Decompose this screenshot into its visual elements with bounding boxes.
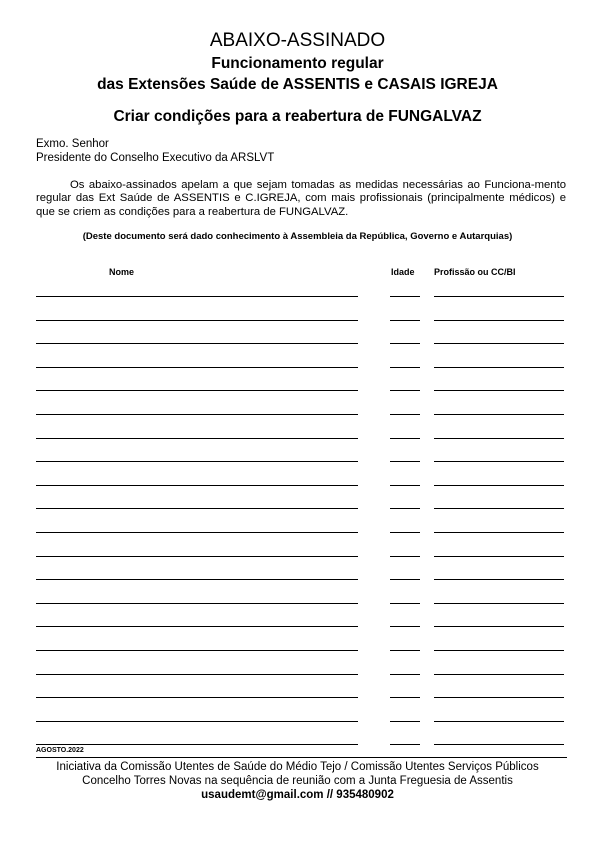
age-blank bbox=[390, 367, 420, 368]
footer-context: Concelho Torres Novas na sequência de reunião com a Junta Freguesia de Assentis bbox=[82, 775, 513, 787]
profession-blank bbox=[434, 697, 564, 698]
profession-blank bbox=[434, 603, 564, 604]
name-blank bbox=[36, 532, 358, 533]
name-blank bbox=[36, 626, 358, 627]
name-blank bbox=[36, 697, 358, 698]
profession-blank bbox=[434, 390, 564, 391]
profession-blank bbox=[434, 650, 564, 651]
age-blank bbox=[390, 343, 420, 344]
profession-blank bbox=[434, 674, 564, 675]
subtitle-line-1: Funcionamento regular bbox=[211, 55, 384, 72]
profession-blank bbox=[434, 532, 564, 533]
distribution-note: (Deste documento será dado conhecimento à Assembleia da República, Governo e Autarquias) bbox=[82, 231, 513, 242]
age-blank bbox=[390, 603, 420, 604]
column-header-name: Nome bbox=[109, 267, 135, 277]
age-blank bbox=[390, 414, 420, 415]
profession-blank bbox=[434, 485, 564, 486]
profession-blank bbox=[434, 367, 564, 368]
profession-blank bbox=[434, 721, 564, 722]
name-blank bbox=[36, 508, 358, 509]
column-header-age: Idade bbox=[391, 267, 415, 277]
petition-body: Os abaixo-assinados apelam a que sejam tomadas as medidas necessárias ao Funciona-mento regular das Ext Saúde de ASSENTIS e C.IGREJA, com mais profissionais (principalmente médicos) e que se criem as condições para a reabertura de FUNGALVAZ. bbox=[36, 179, 566, 218]
age-blank bbox=[390, 532, 420, 533]
age-blank bbox=[390, 579, 420, 580]
age-blank bbox=[390, 296, 420, 297]
profession-blank bbox=[434, 556, 564, 557]
profession-blank bbox=[434, 438, 564, 439]
age-blank bbox=[390, 650, 420, 651]
age-blank bbox=[390, 461, 420, 462]
profession-blank bbox=[434, 461, 564, 462]
name-blank bbox=[36, 390, 358, 391]
footer-contact: usaudemt@gmail.com // 935480902 bbox=[201, 789, 394, 801]
document-title: ABAIXO-ASSINADO bbox=[209, 30, 386, 51]
cause-heading: Criar condições para a reabertura de FUNGALVAZ bbox=[113, 108, 482, 125]
name-blank bbox=[36, 343, 358, 344]
profession-blank bbox=[434, 320, 564, 321]
age-blank bbox=[390, 626, 420, 627]
age-blank bbox=[390, 438, 420, 439]
age-blank bbox=[390, 485, 420, 486]
addressee-title: Presidente do Conselho Executivo da ARSLVT bbox=[36, 152, 275, 164]
profession-blank bbox=[434, 626, 564, 627]
name-blank bbox=[36, 556, 358, 557]
profession-blank bbox=[434, 579, 564, 580]
name-blank bbox=[36, 650, 358, 651]
profession-blank bbox=[434, 296, 564, 297]
age-blank bbox=[390, 697, 420, 698]
profession-blank bbox=[434, 343, 564, 344]
footer-initiative: Iniciativa da Comissão Utentes de Saúde do Médio Tejo / Comissão Utentes Serviços Públicos bbox=[56, 761, 539, 773]
age-blank bbox=[390, 744, 420, 745]
name-blank bbox=[36, 438, 358, 439]
name-blank bbox=[36, 744, 358, 745]
profession-blank bbox=[434, 508, 564, 509]
name-blank bbox=[36, 461, 358, 462]
age-blank bbox=[390, 390, 420, 391]
name-blank bbox=[36, 674, 358, 675]
addressee-salutation: Exmo. Senhor bbox=[36, 138, 109, 150]
age-blank bbox=[390, 320, 420, 321]
age-blank bbox=[390, 508, 420, 509]
name-blank bbox=[36, 721, 358, 722]
name-blank bbox=[36, 367, 358, 368]
name-blank bbox=[36, 579, 358, 580]
name-blank bbox=[36, 485, 358, 486]
name-blank bbox=[36, 296, 358, 297]
age-blank bbox=[390, 674, 420, 675]
footer-divider bbox=[36, 757, 567, 758]
profession-blank bbox=[434, 414, 564, 415]
age-blank bbox=[390, 556, 420, 557]
name-blank bbox=[36, 414, 358, 415]
subtitle-line-2: das Extensões Saúde de ASSENTIS e CASAIS IGREJA bbox=[97, 76, 498, 93]
name-blank bbox=[36, 603, 358, 604]
document-date: AGOSTO.2022 bbox=[36, 747, 84, 754]
column-header-profession: Profissão ou CC/BI bbox=[434, 267, 516, 277]
profession-blank bbox=[434, 744, 564, 745]
age-blank bbox=[390, 721, 420, 722]
name-blank bbox=[36, 320, 358, 321]
